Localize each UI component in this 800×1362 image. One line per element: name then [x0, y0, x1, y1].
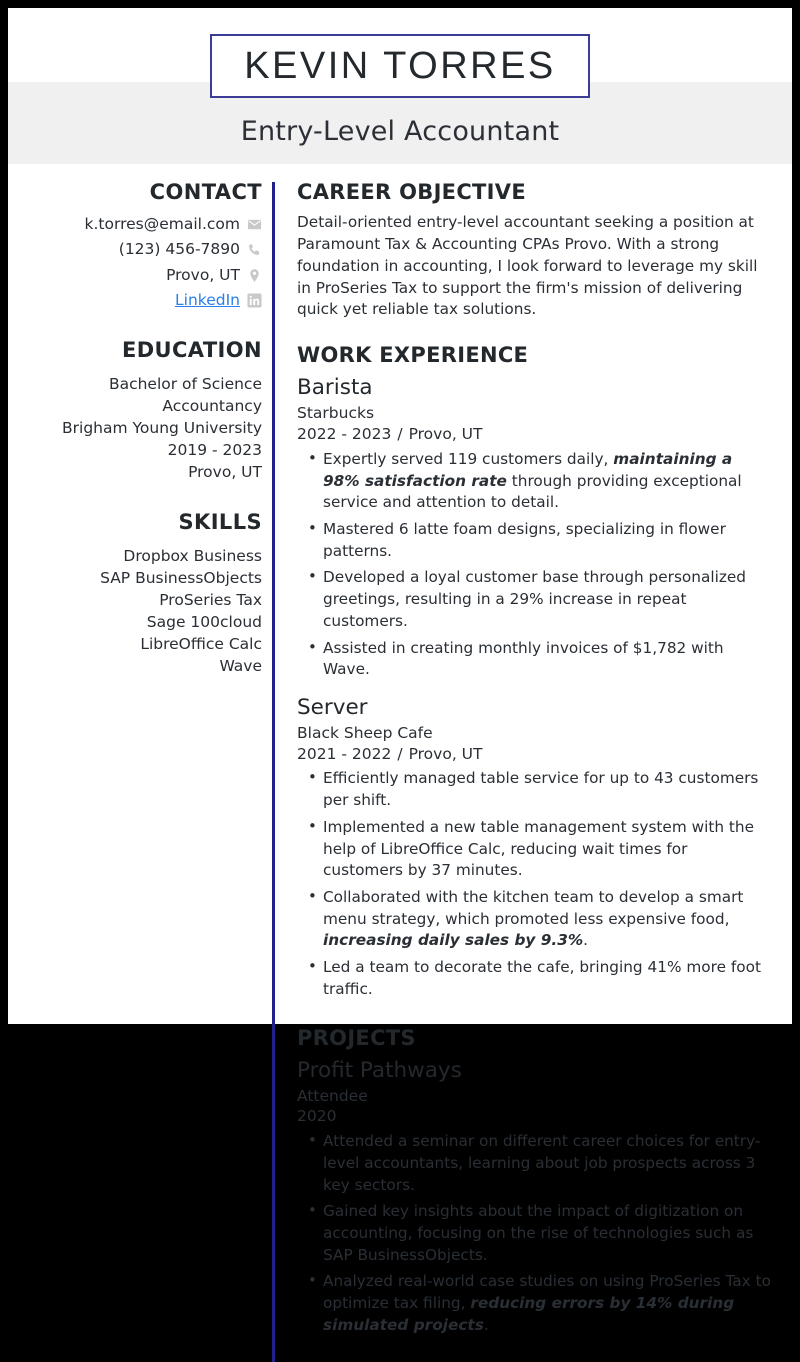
entry-role: Barista: [297, 375, 373, 401]
education-section: [8, 338, 262, 483]
skill-item: Sage 100cloud: [146, 612, 262, 631]
contact-item-email[interactable]: [8, 215, 262, 234]
education-line: 2019 - 2023: [167, 440, 262, 459]
entry-organization: Starbucks: [297, 404, 375, 423]
entry-organization: Black Sheep Cafe: [297, 723, 433, 742]
career-objective-heading: CAREER OBJECTIVE: [297, 180, 526, 204]
contact-location-label: Provo, UT: [166, 265, 240, 284]
entry-bullets: [297, 768, 772, 1000]
bullet-emphasis: maintaining a 98% satisfaction rate: [323, 449, 733, 490]
skills-section: [8, 510, 262, 677]
bullet-item: [323, 1201, 772, 1266]
bullet-item: [323, 817, 772, 882]
project-role: Attendee: [297, 1086, 368, 1105]
skill-item: Wave: [219, 656, 262, 675]
project-name: Profit Pathways: [297, 1057, 462, 1083]
bullet-post: through providing exceptional service and attention to detail.: [323, 471, 742, 512]
entry-separator: /: [397, 425, 403, 444]
bullet-post: .: [483, 1315, 489, 1334]
name-box: [210, 34, 590, 98]
bullet-item: [323, 1271, 772, 1336]
bullet-pre: Implemented a new table management system with the help of LibreOffice Calc, reducing wait times for customers by 37 minutes.: [323, 817, 755, 880]
skill-item: LibreOffice Calc: [140, 634, 262, 653]
contact-item-linkedin[interactable]: [8, 291, 262, 310]
skill-item: Dropbox Business: [123, 546, 262, 565]
education-line: Accountancy: [162, 396, 262, 415]
bullet-pre: Expertly served 119 customers daily,: [323, 449, 614, 468]
bullet-item: [323, 768, 772, 811]
bullet-pre: Mastered 6 latte foam designs, specializing in flower patterns.: [323, 519, 726, 560]
job-title: Entry-Level Accountant: [240, 116, 560, 147]
entry-dates: 2021 - 2022: [297, 744, 392, 763]
experience-entry: [297, 375, 772, 681]
bullet-item: [323, 519, 772, 562]
projects-heading: PROJECTS: [297, 1025, 416, 1050]
main-content: [275, 180, 792, 1362]
entry-bullets: [297, 449, 772, 681]
envelope-icon: [247, 217, 262, 232]
entry-dates: 2022 - 2023: [297, 425, 392, 444]
work-experience-heading: WORK EXPERIENCE: [297, 343, 529, 368]
bullet-item: [323, 638, 772, 681]
bullet-item: [323, 957, 772, 1000]
bullet-pre: Analyzed real-world case studies on using ProSeries Tax to optimize tax filing,: [323, 1272, 771, 1313]
entry-location: Provo, UT: [408, 744, 483, 763]
work-experience-section: [297, 343, 772, 1000]
bullet-pre: Attended a seminar on different career choices for entry-level accountants, learning about job prospects across 3 key sectors.: [323, 1132, 761, 1194]
sidebar: [8, 180, 272, 677]
project-year: 2020: [297, 1107, 337, 1126]
candidate-name: KEVIN TORRES: [244, 44, 556, 87]
bullet-item: [323, 1131, 772, 1196]
resume-page: [8, 8, 792, 1334]
contact-item-location[interactable]: [8, 266, 262, 285]
experience-entry: [297, 695, 772, 1001]
career-objective-text: Detail-oriented entry-level accountant seeking a position at Paramount Tax & Accounting CPAs Provo. With a strong foundation in accounting, I look forward to leverage my skill in ProSeries Tax to support the firm's mission of delivering quick yet reliable tax solutions.: [297, 213, 758, 319]
project-bullets: [297, 1131, 772, 1336]
education-line: Bachelor of Science: [108, 374, 262, 393]
bullet-item: [323, 887, 772, 952]
bullet-pre: Collaborated with the kitchen team to develop a smart menu strategy, which promoted less expensive food,: [323, 888, 744, 928]
bullet-emphasis: reducing errors by 14% during simulated projects: [323, 1294, 735, 1334]
skill-item: SAP BusinessObjects: [100, 568, 262, 587]
skills-heading: SKILLS: [178, 509, 262, 534]
contact-email-label: k.torres@email.com: [84, 215, 240, 233]
career-objective-section: [297, 180, 772, 321]
entry-meta: [297, 744, 772, 766]
bullet-emphasis: increasing daily sales by 9.3%: [323, 931, 584, 950]
education-line: Provo, UT: [188, 462, 262, 481]
education-heading: EDUCATION: [121, 337, 262, 362]
entry-separator: /: [397, 744, 403, 763]
bullet-item: [323, 567, 772, 632]
bullet-pre: Efficiently managed table service for up to 43 customers per shift.: [323, 769, 759, 810]
contact-phone-label: (123) 456-7890: [118, 240, 240, 259]
bullet-pre: Assisted in creating monthly invoices of $1,782 with Wave.: [323, 638, 724, 679]
contact-item-phone[interactable]: [8, 240, 262, 259]
linkedin-icon: [247, 293, 262, 308]
location-pin-icon: [247, 268, 262, 283]
education-line: Brigham Young University: [62, 418, 262, 437]
contact-linkedin-label[interactable]: LinkedIn: [175, 291, 240, 310]
bullet-item: [323, 449, 772, 514]
skill-item: ProSeries Tax: [159, 590, 262, 609]
bullet-pre: Gained key insights about the impact of digitization on accounting, focusing on the rise of technologies such as SAP BusinessObjects.: [323, 1202, 754, 1264]
bullet-post: .: [583, 931, 589, 950]
contact-heading: CONTACT: [149, 180, 262, 204]
entry-location: Provo, UT: [408, 425, 483, 444]
phone-icon: [247, 243, 262, 258]
resume-body: [8, 164, 792, 1362]
projects-section: [297, 1026, 772, 1337]
entry-meta: [297, 424, 772, 446]
bullet-pre: Developed a loyal customer base through personalized greetings, resulting in a 29% increase in repeat customers.: [323, 568, 746, 630]
bullet-pre: Led a team to decorate the cafe, bringing 41% more foot traffic.: [323, 958, 761, 998]
resume-header: [8, 8, 792, 164]
project-entry: [297, 1058, 772, 1337]
contact-section: [8, 180, 262, 311]
entry-role: Server: [297, 694, 368, 720]
